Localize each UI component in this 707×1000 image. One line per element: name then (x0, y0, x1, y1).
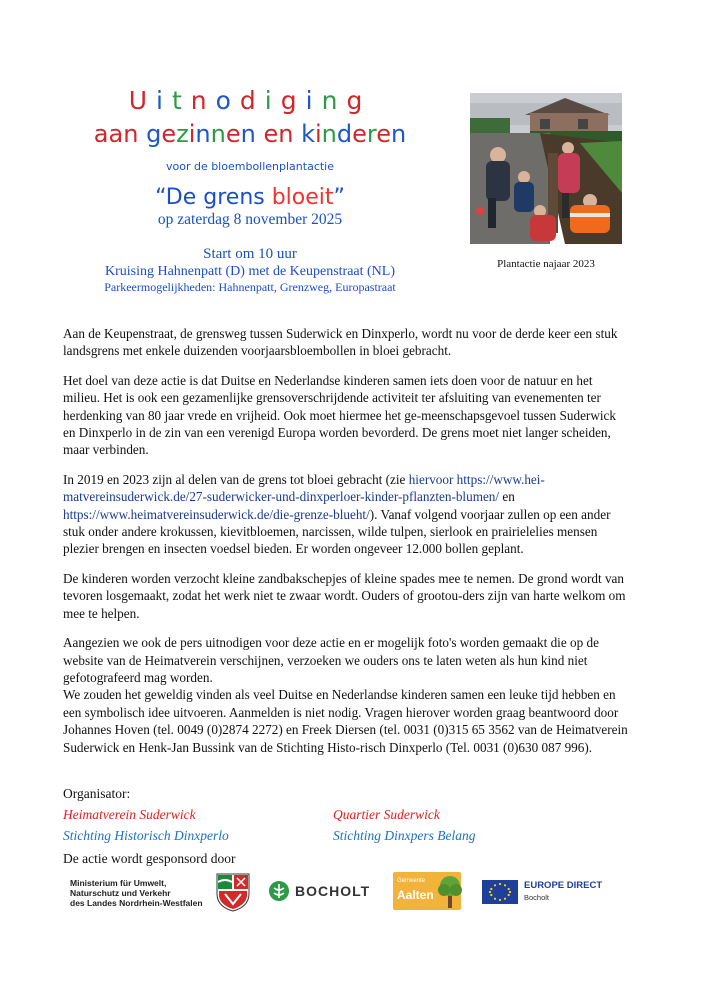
eu-flag-icon (482, 880, 518, 904)
title1-letter: i (305, 86, 322, 115)
title-uitnodiging (60, 86, 440, 116)
title2-letter: r (366, 120, 377, 148)
slogan (60, 185, 440, 210)
logo-europe-direct (482, 880, 602, 904)
paragraph-intro: Aan de Keupenstraat, de grensweg tussen Suderwick en Dinxperlo, wordt nu voor de derde keer een stuk landsgrens met enkele duizenden voorjaarsbloembollen in bloei gebracht. (63, 326, 618, 359)
org-quartier: Quartier Suderwick (333, 807, 440, 822)
europe-direct-title: EUROPE DIRECT (524, 880, 603, 891)
title2-letter (138, 120, 146, 148)
bocholt-emblem-icon (268, 880, 290, 902)
title1-letter: n (190, 86, 216, 115)
link-pflanzten-blumen[interactable]: hiervoor https://www.hei-matvereinsuderwick.de/27-suderwicker-und-dinxperloer-kinder-pflanzten-blumen/ (63, 471, 545, 505)
ministry-line3: des Landes Nordrhein-Westfalen (70, 898, 203, 908)
logo-aalten (393, 872, 461, 910)
title1-letter: g (346, 86, 372, 115)
subtitle: voor de bloembollenplantactie (165, 160, 335, 173)
paragraph-tools: De kinderen worden verzocht kleine zandbakschepjes of kleine spades mee te nemen. De grond wordt van tevoren losgemaakt, zodat het werk niet te zwaar wordt. Ouders of grootou-ders zijn van harte welkom om mee te helpen. (63, 570, 626, 621)
bocholt-text: BOCHOLT (295, 883, 371, 899)
title2-letter: i (188, 120, 196, 148)
title2-letter: e (161, 120, 177, 148)
nrw-coat-of-arms-icon (215, 872, 251, 912)
history-text-mid: en (499, 489, 515, 505)
aalten-text: Aalten (397, 888, 434, 902)
body-text (63, 325, 629, 768)
title1-letter: g (280, 86, 306, 115)
paragraph-goal: Het doel van deze actie is dat Duitse en Nederlandse kinderen samen iets doen voor de natuur en het milieu. Het is ook een gezamenlijke grensoverschrijdende activiteit ter afsluiting van evenementen ter herdenking van 80 jaar vrede en vrijheid. Ook moet hiermee het ge-meenschapsgevoel tussen Suderwick en Dinxperlo in de zin van een verenigd Europa worden bevorderd. De grens moet niet langer scheiden, maar verbinden. (63, 372, 616, 458)
title2-letter: i (314, 120, 322, 148)
org-stichting-historisch: Stichting Historisch Dinxperlo (63, 828, 229, 843)
title2-letter: g (146, 120, 162, 148)
title1-letter: o (215, 86, 240, 115)
invitation-header (60, 80, 440, 295)
title2-letter: d (336, 120, 353, 148)
title2-letter: e (352, 120, 367, 148)
location: Kruising Hahnenpatt (D) met de Keupenstraat (NL) (104, 264, 395, 279)
organizers (63, 783, 629, 846)
ministry-line2: Naturschutz und Verkehr (70, 888, 171, 898)
title1-letter: t (171, 86, 191, 115)
organizers-label: Organisator: (63, 786, 131, 801)
title2-letter: a (108, 120, 124, 148)
history-text-post: ). Vanaf volgend voorjaar zullen op een ander stuk onder andere krokussen, kievitbloemen, narcissen, wilde tulpen, sierlook en prairielelies mensen plezier brengen en insecten voedsel bieden. Er worden ongeveer 12.000 bollen geplant. (63, 506, 611, 557)
photo-caption: Plantactie najaar 2023 (497, 258, 595, 270)
title1-letter: n (321, 86, 347, 115)
title1-letter: U (128, 86, 156, 115)
title2-letter: n (210, 120, 226, 148)
title2-letter: e (376, 120, 391, 148)
planting-photo-illustration (470, 93, 622, 244)
ministry-line1: Ministerium für Umwelt, (70, 878, 167, 888)
title-audience (60, 118, 440, 150)
paragraph-history (63, 471, 629, 558)
title2-letter: n (390, 120, 407, 148)
slogan-post: ” (333, 185, 345, 210)
title1-letter: i (264, 86, 281, 115)
slogan-highlight: bloeit (271, 185, 334, 210)
sponsor-logos (60, 870, 620, 920)
start-time: Start om 10 uur (203, 246, 297, 262)
logo-ministry (70, 878, 203, 908)
link-grenze-blueht[interactable]: https://www.heimatvereinsuderwick.de/die-grenze-blueht/ (63, 506, 370, 522)
paragraph-contact: We zouden het geweldig vinden als veel Duitse en Nederlandse kinderen samen een leuke tijd hebben en een symbolisch idee uitvoeren. Aanmelden is niet nodig. Vragen hierover worden graag beantwoord door Johannes Hoven (tel. 0049 (0)2874 2272) en Freek Diersen (tel. 0031 (0)315 65 3562 van de Heimatverein Suderwick en Henk-Jan Bussink van de Stichting Histo-risch Dinxperlo (Tel. 0031 (0)630 087 996). (63, 687, 628, 755)
title2-letter: e (263, 120, 279, 148)
sponsor-label: De actie wordt gesponsord door (63, 851, 236, 866)
history-text-pre: In 2019 en 2023 zijn al delen van de grens tot bloei gebracht (zie (63, 471, 409, 487)
aalten-tree-icon (437, 874, 463, 908)
title2-letter: a (93, 120, 109, 148)
parking-info: Parkeermogelijkheden: Hahnenpatt, Grenzweg, Europastraat (104, 280, 396, 294)
europe-direct-sub: Bocholt (524, 893, 550, 902)
title2-letter: k (301, 120, 315, 148)
title1-letter: d (239, 86, 265, 115)
org-heimatverein: Heimatverein Suderwick (63, 807, 196, 822)
title1-letter: i (156, 86, 172, 115)
slogan-pre: “De grens (155, 185, 272, 210)
event-date: op zaterdag 8 november 2025 (157, 211, 343, 228)
title2-letter: n (195, 120, 211, 148)
aalten-small-text: Gemeente (397, 878, 426, 884)
title2-letter (293, 120, 301, 148)
org-stichting-belang: Stichting Dinxpers Belang (333, 828, 476, 843)
europe-direct-text (524, 880, 602, 902)
title2-letter: e (225, 120, 241, 148)
title2-letter: n (123, 120, 139, 148)
title2-letter: n (240, 120, 256, 148)
planting-photo (470, 93, 622, 244)
logo-bocholt (268, 880, 370, 902)
title2-letter: n (278, 120, 294, 148)
paragraph-press: Aangezien we ook de pers uitnodigen voor deze actie en er mogelijk foto's worden gemaakt die op de website van de Heimatverein verschijnen, verzoeken we ouders ons te laten weten als hun kind niet gefotografeerd mag worden. (63, 635, 599, 685)
title2-letter: n (321, 120, 337, 148)
title2-letter: z (176, 120, 189, 148)
